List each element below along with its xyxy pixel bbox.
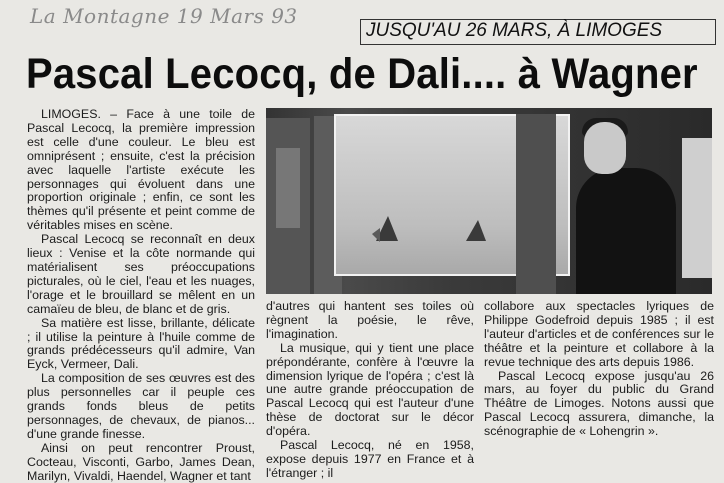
article-photo [266, 108, 712, 294]
paragraph: Pascal Lecocq se reconnaît en deux lieux : Venise et la côte normande qui matérialisent ses préoccupations picturales, où le ciel, l'eau et les nuages, l'orage et le brouillard se mêlent en un camaïeu de bleu, de blanc et de gris. [27, 232, 255, 316]
photo-stand-detail [276, 148, 300, 228]
headline: Pascal Lecocq, de Dali.... à Wagner [26, 50, 698, 98]
easel [516, 114, 556, 294]
article-column-3 [484, 300, 714, 439]
paragraph: Pascal Lecocq expose jusqu'au 26 mars, au foyer du public du Grand Théâtre de Limoges. Notons aussi que Pascal Lecocq assurera, dimanche, la scénographie de « Lohengrin ». [484, 368, 714, 439]
artist-face [584, 122, 626, 174]
paragraph: d'autres qui hantent ses toiles où règnent la poésie, le rêve, l'imagination. [266, 299, 474, 341]
kicker-text: JUSQU'AU 26 MARS, À LIMOGES [366, 20, 663, 41]
paragraph: La composition de ses œuvres est des plus personnelles car il peuple ces grands fonds bleus de petits personnages, de chevaux, de pianos... d'une grande finesse. [27, 371, 255, 441]
paragraph: La musique, qui y tient une place prépondérante, confère à l'œuvre la dimension lyrique de l'opéra ; c'est là une autre grande préoccupation de Pascal Lecocq qui est l'auteur d'une thèse de doctorat sur le décor d'opéra. [266, 340, 474, 439]
paragraph: Pascal Lecocq, né en 1958, expose depuis 1977 en France et à l'étranger ; il [266, 438, 474, 480]
paragraph: collabore aux spectacles lyriques de Philippe Godefroid depuis 1985 ; il est l'auteur d'articles et de conférences sur le théâtre et la peinture et collabore à la revue technique des arts depuis 1986. [484, 299, 714, 369]
paragraph: Sa matière est lisse, brillante, délicate ; il utilise la peinture à l'huile comme de grands prédécesseurs qu'il admire, Van Eyck, Vermeer, Dali. [27, 315, 255, 372]
handwritten-dateline: La Montagne 19 Mars 93 [30, 4, 298, 28]
paragraph: Ainsi on peut rencontrer Proust, Cocteau, Visconti, Garbo, James Dean, Marilyn, Vivaldi, Haendel, Wagner et tant [27, 440, 255, 483]
artist-figure [576, 168, 676, 294]
paragraph: LIMOGES. – Face à une toile de Pascal Lecocq, la première impression est celle d'une couleur. Le bleu est omniprésent ; ensuite, c'est la précision avec laquelle l'artiste exécute les personnages qui évoluent dans une proportion originale ; enfin, ce sont les thèmes qu'il présente et peint comme de véritables mises en scène. [27, 107, 255, 233]
article-column-2 [266, 300, 474, 481]
article-column-1 [27, 108, 255, 483]
side-canvas [682, 138, 712, 278]
